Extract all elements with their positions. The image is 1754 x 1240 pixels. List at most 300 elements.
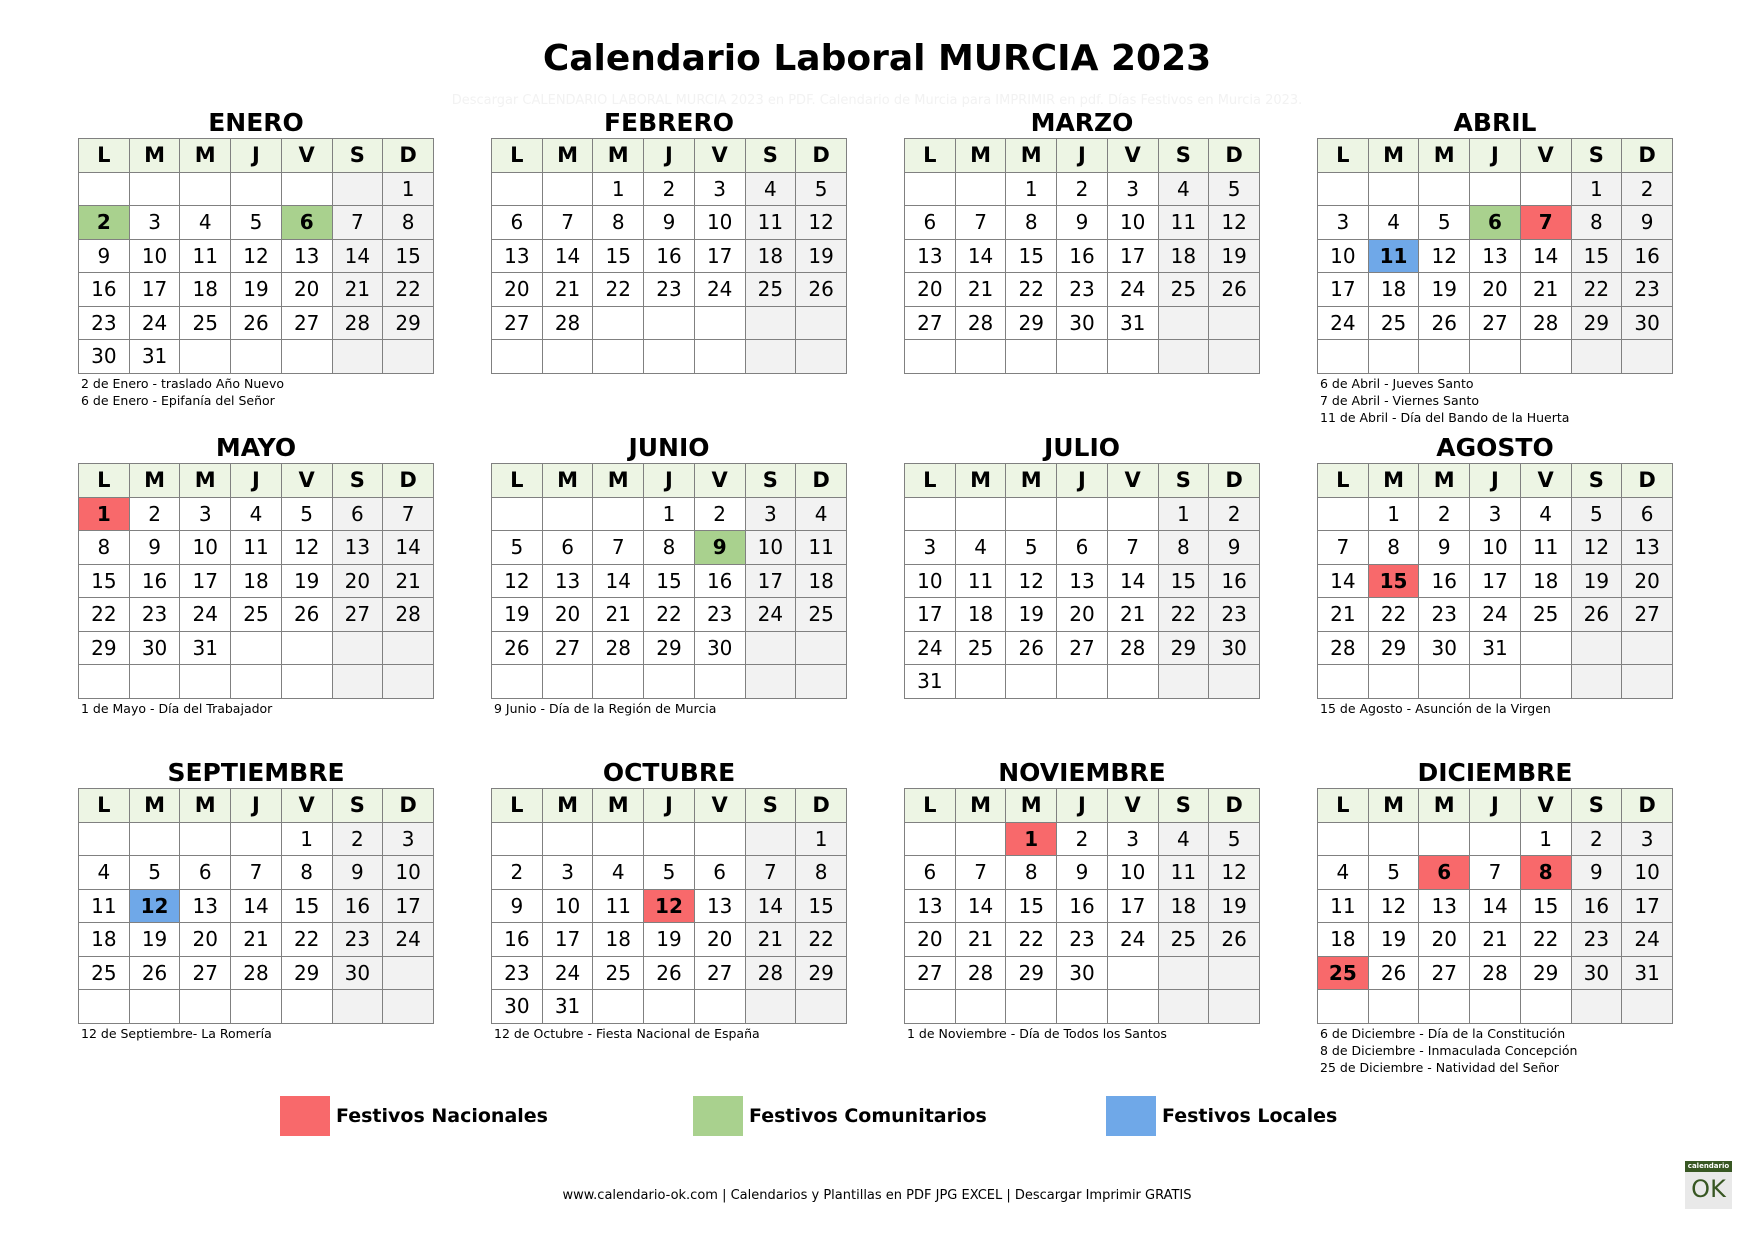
week-row <box>492 206 847 240</box>
week-row <box>79 923 434 957</box>
month-table <box>78 463 434 699</box>
day-cell: 29 <box>1520 956 1571 990</box>
weekday-header: V <box>694 139 745 173</box>
day-cell: 23 <box>332 923 383 957</box>
week-row <box>79 306 434 340</box>
empty-day-cell <box>542 497 593 531</box>
day-cell: 7 <box>332 206 383 240</box>
day-cell: 11 <box>593 889 644 923</box>
day-cell: 21 <box>955 273 1006 307</box>
day-cell: 19 <box>492 598 543 632</box>
month-table <box>491 788 847 1024</box>
empty-day-cell <box>1470 665 1521 699</box>
day-cell: 27 <box>542 631 593 665</box>
empty-day-cell <box>1107 956 1158 990</box>
day-cell: 12 <box>1419 239 1470 273</box>
day-cell: 8 <box>1368 531 1419 565</box>
week-row <box>79 956 434 990</box>
holiday-notes <box>78 375 434 409</box>
weekday-header: L <box>492 789 543 823</box>
day-cell: 20 <box>281 273 332 307</box>
weekday-header: M <box>593 464 644 498</box>
day-cell: 16 <box>1209 564 1260 598</box>
day-cell: 22 <box>1571 273 1622 307</box>
day-cell: 24 <box>745 598 796 632</box>
day-cell: 3 <box>694 172 745 206</box>
day-cell: 10 <box>542 889 593 923</box>
week-row <box>1318 306 1673 340</box>
day-cell: 17 <box>905 598 956 632</box>
weekday-header: M <box>1368 139 1419 173</box>
empty-day-cell <box>1158 990 1209 1024</box>
day-cell: 16 <box>1622 239 1673 273</box>
empty-day-cell <box>1470 822 1521 856</box>
weekday-header: M <box>955 789 1006 823</box>
month-octubre <box>491 758 847 1042</box>
day-cell: 22 <box>1006 923 1057 957</box>
weekday-header: D <box>383 139 434 173</box>
day-cell: 9 <box>1622 206 1673 240</box>
day-cell: 24 <box>1470 598 1521 632</box>
day-cell: 14 <box>593 564 644 598</box>
day-cell: 17 <box>1622 889 1673 923</box>
empty-day-cell <box>745 990 796 1024</box>
month-agosto <box>1317 433 1673 717</box>
weekday-header-row <box>1318 789 1673 823</box>
week-row <box>905 172 1260 206</box>
day-cell: 26 <box>1368 956 1419 990</box>
day-cell: 26 <box>1006 631 1057 665</box>
holiday-notes <box>78 1025 434 1042</box>
day-cell: 19 <box>231 273 282 307</box>
empty-day-cell <box>332 990 383 1024</box>
day-cell: 27 <box>1622 598 1673 632</box>
empty-day-cell <box>1368 822 1419 856</box>
empty-day-cell <box>281 172 332 206</box>
week-row <box>1318 923 1673 957</box>
week-row <box>905 889 1260 923</box>
weekday-header: V <box>1520 789 1571 823</box>
day-cell: 25 <box>79 956 130 990</box>
day-cell: 15 <box>281 889 332 923</box>
day-cell: 17 <box>1318 273 1369 307</box>
holiday-notes <box>78 700 434 717</box>
week-row <box>79 340 434 374</box>
week-row <box>905 822 1260 856</box>
day-cell: 29 <box>79 631 130 665</box>
weekday-header: V <box>1107 789 1158 823</box>
day-cell: 23 <box>1571 923 1622 957</box>
day-cell: 4 <box>955 531 1006 565</box>
day-cell: 3 <box>180 497 231 531</box>
day-cell: 20 <box>332 564 383 598</box>
day-cell: 9 <box>1571 856 1622 890</box>
month-name: JUNIO <box>628 433 710 462</box>
month-julio <box>904 433 1260 700</box>
empty-day-cell <box>1470 340 1521 374</box>
day-cell: 5 <box>231 206 282 240</box>
weekday-header: M <box>593 139 644 173</box>
day-cell: 13 <box>1057 564 1108 598</box>
weekday-header-row <box>79 139 434 173</box>
day-cell: 27 <box>332 598 383 632</box>
day-cell: 5 <box>492 531 543 565</box>
day-cell: 25 <box>745 273 796 307</box>
week-row <box>492 273 847 307</box>
empty-day-cell <box>332 631 383 665</box>
week-row <box>492 923 847 957</box>
holiday-day-cell: 1 <box>1006 822 1057 856</box>
day-cell: 10 <box>694 206 745 240</box>
empty-day-cell <box>745 822 796 856</box>
day-cell: 30 <box>129 631 180 665</box>
month-table <box>1317 463 1673 699</box>
empty-day-cell <box>79 822 130 856</box>
day-cell: 30 <box>694 631 745 665</box>
empty-day-cell <box>1318 822 1369 856</box>
day-cell: 19 <box>1368 923 1419 957</box>
month-abril <box>1317 108 1673 426</box>
holiday-notes <box>904 1025 1260 1042</box>
day-cell: 22 <box>644 598 695 632</box>
week-row <box>905 665 1260 699</box>
day-cell: 2 <box>492 856 543 890</box>
day-cell: 27 <box>492 306 543 340</box>
day-cell: 3 <box>745 497 796 531</box>
day-cell: 11 <box>1318 889 1369 923</box>
day-cell: 14 <box>542 239 593 273</box>
day-cell: 16 <box>644 239 695 273</box>
day-cell: 29 <box>1571 306 1622 340</box>
weekday-header: L <box>492 464 543 498</box>
week-row <box>79 822 434 856</box>
day-cell: 10 <box>129 239 180 273</box>
weekday-header-row <box>492 789 847 823</box>
day-cell: 17 <box>129 273 180 307</box>
day-cell: 19 <box>281 564 332 598</box>
week-row <box>1318 631 1673 665</box>
day-cell: 15 <box>1006 239 1057 273</box>
empty-day-cell <box>1520 340 1571 374</box>
empty-day-cell <box>180 990 231 1024</box>
weekday-header: L <box>79 789 130 823</box>
empty-day-cell <box>796 306 847 340</box>
day-cell: 15 <box>1571 239 1622 273</box>
empty-day-cell <box>542 665 593 699</box>
day-cell: 8 <box>1006 206 1057 240</box>
day-cell: 11 <box>1520 531 1571 565</box>
day-cell: 24 <box>905 631 956 665</box>
month-name: MAYO <box>215 433 297 462</box>
weekday-header: D <box>796 464 847 498</box>
holiday-notes <box>491 700 847 717</box>
weekday-header: S <box>745 464 796 498</box>
empty-day-cell <box>694 340 745 374</box>
day-cell: 1 <box>1520 822 1571 856</box>
empty-day-cell <box>281 340 332 374</box>
day-cell: 16 <box>332 889 383 923</box>
day-cell: 23 <box>1057 273 1108 307</box>
day-cell: 6 <box>905 856 956 890</box>
day-cell: 11 <box>955 564 1006 598</box>
empty-day-cell <box>644 990 695 1024</box>
day-cell: 26 <box>1209 923 1260 957</box>
weekday-header: V <box>281 139 332 173</box>
week-row <box>1318 172 1673 206</box>
week-row <box>79 856 434 890</box>
weekday-header: M <box>1006 139 1057 173</box>
week-row <box>1318 889 1673 923</box>
weekday-header: J <box>1057 464 1108 498</box>
month-table <box>491 463 847 699</box>
empty-day-cell <box>1209 665 1260 699</box>
day-cell: 23 <box>694 598 745 632</box>
empty-day-cell <box>644 340 695 374</box>
logo-main-text: OK <box>1691 1175 1726 1203</box>
empty-day-cell <box>745 631 796 665</box>
day-cell: 14 <box>1470 889 1521 923</box>
empty-day-cell <box>281 665 332 699</box>
empty-day-cell <box>542 822 593 856</box>
empty-day-cell <box>180 822 231 856</box>
day-cell: 3 <box>1318 206 1369 240</box>
week-row <box>1318 564 1673 598</box>
legend-swatch-locales <box>1106 1096 1156 1136</box>
week-row <box>905 923 1260 957</box>
empty-day-cell <box>129 665 180 699</box>
day-cell: 24 <box>1622 923 1673 957</box>
empty-day-cell <box>955 340 1006 374</box>
day-cell: 24 <box>1318 306 1369 340</box>
week-row <box>1318 856 1673 890</box>
day-cell: 1 <box>1571 172 1622 206</box>
day-cell: 26 <box>231 306 282 340</box>
day-cell: 13 <box>694 889 745 923</box>
day-cell: 26 <box>492 631 543 665</box>
day-cell: 30 <box>1419 631 1470 665</box>
weekday-header: D <box>383 464 434 498</box>
weekday-header: V <box>1107 464 1158 498</box>
week-row <box>79 665 434 699</box>
empty-day-cell <box>644 822 695 856</box>
empty-day-cell <box>1006 340 1057 374</box>
day-cell: 3 <box>1107 822 1158 856</box>
day-cell: 4 <box>231 497 282 531</box>
weekday-header: S <box>1571 139 1622 173</box>
empty-day-cell <box>593 990 644 1024</box>
day-cell: 4 <box>1318 856 1369 890</box>
day-cell: 4 <box>1520 497 1571 531</box>
day-cell: 13 <box>332 531 383 565</box>
month-name: DICIEMBRE <box>1417 758 1573 787</box>
weekday-header: M <box>955 464 1006 498</box>
day-cell: 10 <box>1107 206 1158 240</box>
month-table <box>904 138 1260 374</box>
day-cell: 8 <box>1158 531 1209 565</box>
day-cell: 3 <box>1470 497 1521 531</box>
day-cell: 19 <box>796 239 847 273</box>
day-cell: 15 <box>1006 889 1057 923</box>
week-row <box>79 172 434 206</box>
empty-day-cell <box>1057 665 1108 699</box>
weekday-header: M <box>542 139 593 173</box>
week-row <box>492 889 847 923</box>
weekday-header-row <box>905 789 1260 823</box>
holiday-note: 12 de Octubre - Fiesta Nacional de España <box>494 1025 760 1041</box>
day-cell: 1 <box>593 172 644 206</box>
day-cell: 21 <box>383 564 434 598</box>
day-cell: 22 <box>281 923 332 957</box>
day-cell: 4 <box>1158 172 1209 206</box>
weekday-header: V <box>281 464 332 498</box>
month-name: SEPTIEMBRE <box>167 758 345 787</box>
day-cell: 13 <box>281 239 332 273</box>
weekday-header: S <box>332 464 383 498</box>
day-cell: 30 <box>1571 956 1622 990</box>
day-cell: 15 <box>1520 889 1571 923</box>
day-cell: 19 <box>1419 273 1470 307</box>
day-cell: 9 <box>129 531 180 565</box>
day-cell: 28 <box>542 306 593 340</box>
weekday-header: S <box>1158 789 1209 823</box>
weekday-header-row <box>492 139 847 173</box>
empty-day-cell <box>231 631 282 665</box>
day-cell: 11 <box>79 889 130 923</box>
day-cell: 1 <box>644 497 695 531</box>
month-mayo <box>78 433 434 717</box>
day-cell: 13 <box>1470 239 1521 273</box>
day-cell: 16 <box>694 564 745 598</box>
week-row <box>905 990 1260 1024</box>
empty-day-cell <box>383 990 434 1024</box>
month-marzo <box>904 108 1260 375</box>
weekday-header: J <box>644 464 695 498</box>
week-row <box>492 665 847 699</box>
empty-day-cell <box>1209 340 1260 374</box>
footer-text[interactable]: www.calendario-ok.com | Calendarios y Plantillas en PDF JPG EXCEL | Descargar Imprimir GRATIS <box>562 1188 1192 1203</box>
weekday-header: M <box>955 139 1006 173</box>
week-row <box>492 306 847 340</box>
empty-day-cell <box>383 665 434 699</box>
day-cell: 19 <box>1209 889 1260 923</box>
week-row <box>905 956 1260 990</box>
day-cell: 10 <box>180 531 231 565</box>
day-cell: 6 <box>492 206 543 240</box>
month-diciembre <box>1317 758 1673 1076</box>
day-cell: 21 <box>332 273 383 307</box>
legend-label-locales: Festivos Locales <box>1162 1105 1338 1127</box>
empty-day-cell <box>281 631 332 665</box>
week-row <box>492 172 847 206</box>
week-row <box>1318 239 1673 273</box>
day-cell: 23 <box>129 598 180 632</box>
week-row <box>905 497 1260 531</box>
day-cell: 11 <box>1158 856 1209 890</box>
day-cell: 12 <box>796 206 847 240</box>
empty-day-cell <box>1419 172 1470 206</box>
week-row <box>905 206 1260 240</box>
empty-day-cell <box>1107 990 1158 1024</box>
day-cell: 5 <box>796 172 847 206</box>
day-cell: 13 <box>1419 889 1470 923</box>
day-cell: 17 <box>1470 564 1521 598</box>
day-cell: 8 <box>1571 206 1622 240</box>
day-cell: 20 <box>905 923 956 957</box>
weekday-header: M <box>593 789 644 823</box>
day-cell: 31 <box>542 990 593 1024</box>
day-cell: 16 <box>1057 889 1108 923</box>
week-row <box>905 564 1260 598</box>
day-cell: 9 <box>1057 856 1108 890</box>
legend-label-nacionales: Festivos Nacionales <box>336 1105 548 1127</box>
empty-day-cell <box>905 497 956 531</box>
month-table <box>1317 788 1673 1024</box>
day-cell: 14 <box>955 239 1006 273</box>
empty-day-cell <box>796 631 847 665</box>
day-cell: 25 <box>231 598 282 632</box>
calendario-ok-logo[interactable] <box>1685 1161 1732 1209</box>
week-row <box>79 239 434 273</box>
day-cell: 18 <box>180 273 231 307</box>
weekday-header: J <box>644 789 695 823</box>
day-cell: 17 <box>542 923 593 957</box>
week-row <box>79 990 434 1024</box>
weekday-header: J <box>1470 464 1521 498</box>
empty-day-cell <box>905 822 956 856</box>
week-row <box>1318 598 1673 632</box>
day-cell: 23 <box>1419 598 1470 632</box>
month-name: MARZO <box>1030 108 1134 137</box>
weekday-header-row <box>1318 464 1673 498</box>
holiday-note: 25 de Diciembre - Natividad del Señor <box>1320 1059 1559 1075</box>
weekday-header: D <box>1209 789 1260 823</box>
day-cell: 9 <box>1057 206 1108 240</box>
weekday-header-row <box>79 789 434 823</box>
empty-day-cell <box>1470 172 1521 206</box>
week-row <box>1318 531 1673 565</box>
weekday-header: S <box>1158 139 1209 173</box>
weekday-header: V <box>1107 139 1158 173</box>
empty-day-cell <box>1158 665 1209 699</box>
day-cell: 28 <box>383 598 434 632</box>
day-cell: 21 <box>1318 598 1369 632</box>
week-row <box>905 273 1260 307</box>
empty-day-cell <box>796 990 847 1024</box>
weekday-header-row <box>79 464 434 498</box>
day-cell: 31 <box>129 340 180 374</box>
day-cell: 16 <box>1571 889 1622 923</box>
empty-day-cell <box>745 340 796 374</box>
day-cell: 8 <box>644 531 695 565</box>
empty-day-cell <box>332 665 383 699</box>
weekday-header: L <box>79 464 130 498</box>
holiday-note: 6 de Enero - Epifanía del Señor <box>81 392 275 408</box>
empty-day-cell <box>332 340 383 374</box>
day-cell: 6 <box>694 856 745 890</box>
weekday-header: M <box>1419 139 1470 173</box>
week-row <box>79 889 434 923</box>
week-row <box>492 956 847 990</box>
week-row <box>79 598 434 632</box>
day-cell: 20 <box>1470 273 1521 307</box>
day-cell: 19 <box>1209 239 1260 273</box>
day-cell: 24 <box>383 923 434 957</box>
day-cell: 28 <box>1107 631 1158 665</box>
day-cell: 10 <box>1622 856 1673 890</box>
day-cell: 10 <box>1470 531 1521 565</box>
day-cell: 21 <box>955 923 1006 957</box>
holiday-day-cell: 6 <box>281 206 332 240</box>
